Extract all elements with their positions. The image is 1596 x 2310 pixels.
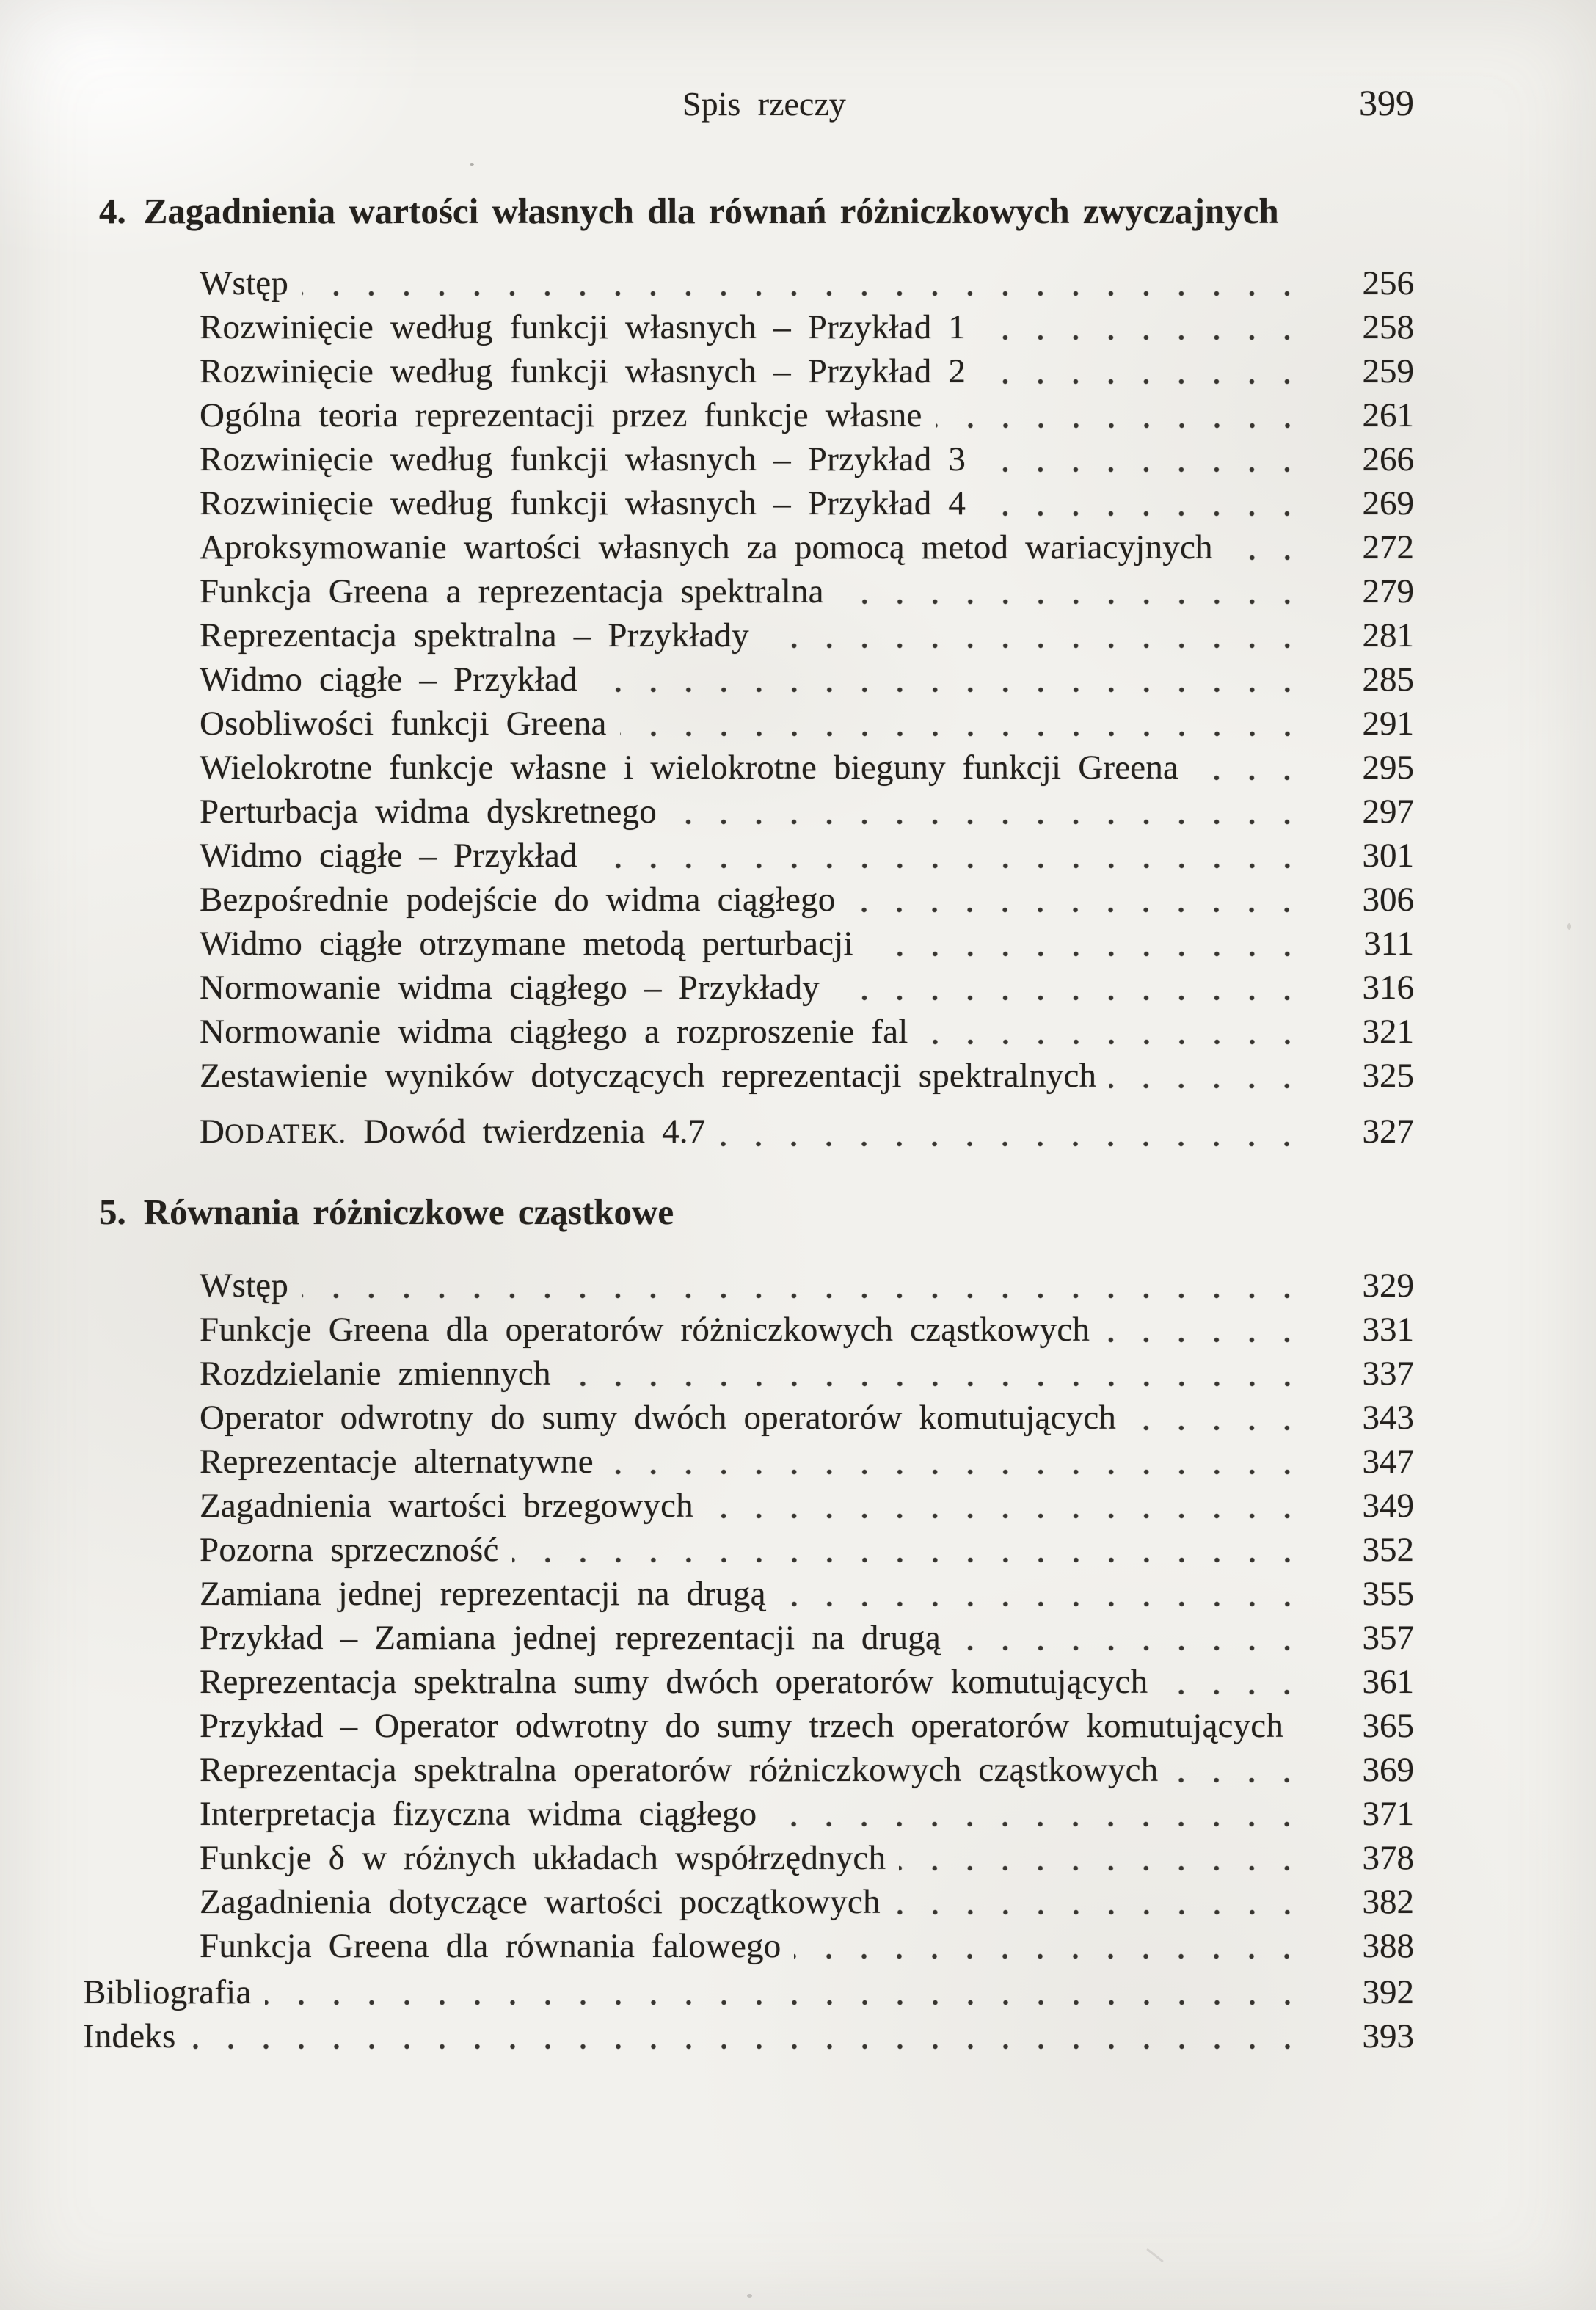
toc-entry-title: Rozdzielanie zmiennych	[200, 1355, 551, 1393]
dot-leader	[512, 1528, 1319, 1572]
toc-entry-title: Interpretacja fizyczna widma ciągłego	[200, 1795, 757, 1833]
toc-entry-title: Zagadnienia dotyczące wartości początkowych	[200, 1883, 881, 1921]
toc-entry-title: Ogólna teoria reprezentacji przez funkcje własne	[200, 396, 922, 434]
toc-entry	[200, 1264, 1414, 1308]
toc-entry-title: DODATEK. Dowód twierdzenia 4.7	[200, 1112, 706, 1151]
chapter-4-entries	[200, 261, 1414, 1156]
toc-entry-page: 357	[1362, 1619, 1414, 1657]
dot-leader	[591, 657, 1319, 702]
toc-entry-page: 325	[1362, 1057, 1414, 1095]
toc-entry	[200, 1308, 1414, 1352]
toc-entry	[200, 1924, 1414, 1968]
toc-entry-title: Przykład – Operator odwrotny do sumy trzech operatorów komutujących	[200, 1707, 1284, 1745]
toc-entry	[200, 790, 1414, 834]
toc-entry-title: Widmo ciągłe – Przykład	[200, 660, 577, 699]
toc-entry-title: Bibliografia	[83, 1973, 252, 2011]
toc-entry-title: Przykład – Zamiana jednej reprezentacji na drugą	[200, 1619, 941, 1657]
dot-leader	[779, 1572, 1319, 1616]
toc-entry-page: 266	[1362, 440, 1414, 478]
dot-leader	[1129, 1396, 1319, 1440]
toc-entry-title: Reprezentacja spektralna sumy dwóch operatorów komutujących	[200, 1663, 1148, 1701]
dot-leader	[265, 1970, 1319, 2014]
toc-entry-title: Zagadnienia wartości brzegowych	[200, 1487, 693, 1525]
page-number: 399	[1359, 82, 1414, 123]
toc-entry-title: Wstęp	[200, 1267, 289, 1305]
toc-entry-title: Funkcja Greena dla równania falowego	[200, 1927, 781, 1965]
dot-leader	[837, 569, 1319, 613]
toc-entry	[200, 569, 1414, 613]
toc-entry-page: 371	[1362, 1795, 1414, 1833]
toc-entry-page: 337	[1362, 1355, 1414, 1393]
toc-entry	[200, 966, 1414, 1010]
toc-entry	[200, 1528, 1414, 1572]
chapter-4-title: Zagadnienia wartości własnych dla równań różniczkowych zwyczajnych	[143, 191, 1279, 231]
toc-entry-page: 343	[1362, 1399, 1414, 1437]
toc-entry-title: Wielokrotne funkcje własne i wielokrotne bieguny funkcji Greena	[200, 748, 1179, 787]
toc-entry-title: Aproksymowanie wartości własnych za pomocą metod wariacyjnych	[200, 528, 1213, 566]
dot-leader	[1171, 1748, 1319, 1792]
toc-entry	[200, 657, 1414, 702]
toc-entry-page: 321	[1362, 1013, 1414, 1051]
dot-leader	[770, 1792, 1319, 1836]
toc-entry	[200, 878, 1414, 922]
toc-entry	[200, 1880, 1414, 1924]
ink-speck	[1146, 2248, 1164, 2263]
dot-leader	[979, 305, 1319, 349]
toc-entry-page: 301	[1362, 837, 1414, 875]
toc-entry-page: 392	[1362, 1973, 1414, 2011]
dot-leader	[922, 1010, 1319, 1054]
toc-entry-page: 297	[1362, 793, 1414, 831]
toc-entry-page: 352	[1362, 1531, 1414, 1569]
toc-entry	[200, 261, 1414, 305]
chapter-4-heading	[99, 189, 1414, 233]
toc-entry-page: 369	[1362, 1751, 1414, 1789]
toc-entry	[200, 746, 1414, 790]
ink-speck	[470, 163, 474, 166]
dot-leader	[979, 481, 1319, 525]
toc-entry-title: Rozwinięcie według funkcji własnych – Przykład 1	[200, 308, 966, 346]
ink-speck	[747, 2294, 752, 2298]
dot-leader	[833, 966, 1319, 1010]
toc-entry-page: 285	[1362, 660, 1414, 699]
toc-entry-page: 331	[1362, 1311, 1414, 1349]
dot-leader	[848, 878, 1319, 922]
dot-leader	[302, 1264, 1319, 1308]
dot-leader	[1103, 1308, 1319, 1352]
toc-entry-title: Rozwinięcie według funkcji własnych – Przykład 3	[200, 440, 966, 478]
toc-entry-page: 306	[1362, 881, 1414, 919]
toc-entry-page: 316	[1362, 969, 1414, 1007]
dot-leader	[564, 1352, 1319, 1396]
toc-entry	[83, 1970, 1414, 2014]
toc-entry-page: 261	[1362, 396, 1414, 434]
toc-entry-title: Zestawienie wyników dotyczących reprezentacji spektralnych	[200, 1057, 1097, 1095]
toc-entry-page: 279	[1362, 572, 1414, 611]
dot-leader	[591, 834, 1319, 878]
toc-entry	[200, 1110, 1414, 1156]
chapter-5-number: 5.	[99, 1192, 126, 1232]
toc-entry-title: Bezpośrednie podejście do widma ciągłego	[200, 881, 836, 919]
toc-entry	[200, 393, 1414, 437]
chapter-5-heading	[99, 1190, 1414, 1234]
toc-entry	[200, 613, 1414, 657]
chapter-4-number: 4.	[99, 191, 126, 231]
toc-entry-title: Rozwinięcie według funkcji własnych – Przykład 2	[200, 352, 966, 390]
chapter-5-entries	[200, 1264, 1414, 1968]
dot-leader	[762, 613, 1319, 657]
toc-entry	[200, 1616, 1414, 1660]
dot-leader	[670, 790, 1319, 834]
toc-entry-page: 327	[1362, 1112, 1414, 1151]
toc-entry	[200, 1836, 1414, 1880]
toc-entry-page: 382	[1362, 1883, 1414, 1921]
toc-entry-title: Normowanie widma ciągłego – Przykłady	[200, 969, 820, 1007]
toc-entry-title: Perturbacja widma dyskretnego	[200, 793, 657, 831]
toc-entry	[200, 1660, 1414, 1704]
dot-leader	[894, 1880, 1319, 1924]
dot-leader	[718, 1110, 1319, 1156]
toc-entry-page: 311	[1363, 925, 1414, 963]
back-matter-entries	[83, 1970, 1414, 2058]
dot-leader	[189, 2014, 1319, 2058]
toc-entry	[200, 702, 1414, 746]
chapter-5-title: Równania różniczkowe cząstkowe	[143, 1192, 674, 1232]
toc-entry-page: 349	[1362, 1487, 1414, 1525]
toc-entry-page: 393	[1362, 2017, 1414, 2055]
dot-leader	[979, 349, 1319, 393]
dot-leader	[794, 1924, 1319, 1968]
dot-leader	[954, 1616, 1319, 1660]
toc-entry	[200, 1352, 1414, 1396]
toc-entry	[200, 437, 1414, 481]
dot-leader	[620, 702, 1319, 746]
toc-entry-page: 272	[1362, 528, 1414, 566]
toc-entry-page: 361	[1362, 1663, 1414, 1701]
dot-leader	[979, 437, 1319, 481]
toc-entry-page: 256	[1362, 264, 1414, 302]
toc-entry	[200, 1704, 1414, 1748]
toc-entry	[200, 1484, 1414, 1528]
toc-entry-page: 355	[1362, 1575, 1414, 1613]
toc-entry-title: Reprezentacje alternatywne	[200, 1443, 594, 1481]
toc-entry	[83, 2014, 1414, 2058]
toc-entry-title: Indeks	[83, 2017, 176, 2055]
dot-leader	[707, 1484, 1319, 1528]
toc-entry-page: 258	[1362, 308, 1414, 346]
dot-leader	[1192, 746, 1319, 790]
ink-speck	[1567, 923, 1571, 930]
toc-entry-page: 269	[1362, 484, 1414, 522]
dot-leader	[867, 922, 1319, 966]
toc-entry-title: Reprezentacja spektralna operatorów różniczkowych cząstkowych	[200, 1751, 1159, 1789]
toc-entry	[200, 834, 1414, 878]
toc-entry	[200, 1748, 1414, 1792]
toc-entry	[200, 481, 1414, 525]
toc-entry-page: 388	[1362, 1927, 1414, 1965]
toc-entry-page: 281	[1362, 616, 1414, 655]
dot-leader	[1161, 1660, 1319, 1704]
toc-entry	[200, 1010, 1414, 1054]
toc-entry	[200, 305, 1414, 349]
dot-leader	[899, 1836, 1319, 1880]
dot-leader	[302, 261, 1319, 305]
toc-entry-title: Operator odwrotny do sumy dwóch operatorów komutujących	[200, 1399, 1117, 1437]
toc-entry-page: 378	[1362, 1839, 1414, 1877]
toc-entry	[200, 922, 1414, 966]
toc-entry-title: Widmo ciągłe – Przykład	[200, 837, 577, 875]
toc-entry	[200, 1396, 1414, 1440]
toc-entry-page: 329	[1362, 1267, 1414, 1305]
toc-entry	[200, 525, 1414, 569]
toc-entry-page: 347	[1362, 1443, 1414, 1481]
toc-entry-title: Rozwinięcie według funkcji własnych – Przykład 4	[200, 484, 966, 522]
toc-entry-page: 259	[1362, 352, 1414, 390]
toc-entry-title: Reprezentacja spektralna – Przykłady	[200, 616, 749, 655]
toc-entry-page: 365	[1362, 1707, 1414, 1745]
toc-entry-title: Osobliwości funkcji Greena	[200, 704, 607, 743]
toc-entry-title: Funkcje δ w różnych układach współrzędnych	[200, 1839, 886, 1877]
toc-entry-title: Widmo ciągłe otrzymane metodą perturbacji	[200, 925, 853, 963]
running-title: Spis rzeczy	[682, 85, 846, 123]
toc-entry-title: Zamiana jednej reprezentacji na drugą	[200, 1575, 766, 1613]
toc-entry	[200, 1054, 1414, 1098]
toc-entry	[200, 349, 1414, 393]
toc-entry-page: 295	[1362, 748, 1414, 787]
toc-entry-title: Normowanie widma ciągłego a rozproszenie fal	[200, 1013, 908, 1051]
dot-leader	[1226, 525, 1319, 569]
toc-entry-title: Funkcje Greena dla operatorów różniczkowych cząstkowych	[200, 1311, 1090, 1349]
toc-entry	[200, 1792, 1414, 1836]
dot-leader	[1109, 1054, 1319, 1098]
toc-entry-page: 291	[1362, 704, 1414, 743]
toc-entry	[200, 1572, 1414, 1616]
toc-entry-title: Wstęp	[200, 264, 289, 302]
dot-leader	[936, 393, 1319, 437]
toc-entry	[200, 1440, 1414, 1484]
dot-leader	[1297, 1704, 1319, 1748]
toc-entry-title: Pozorna sprzeczność	[200, 1531, 499, 1569]
toc-entry-title: Funkcja Greena a reprezentacja spektralna	[200, 572, 824, 611]
dot-leader	[607, 1440, 1319, 1484]
